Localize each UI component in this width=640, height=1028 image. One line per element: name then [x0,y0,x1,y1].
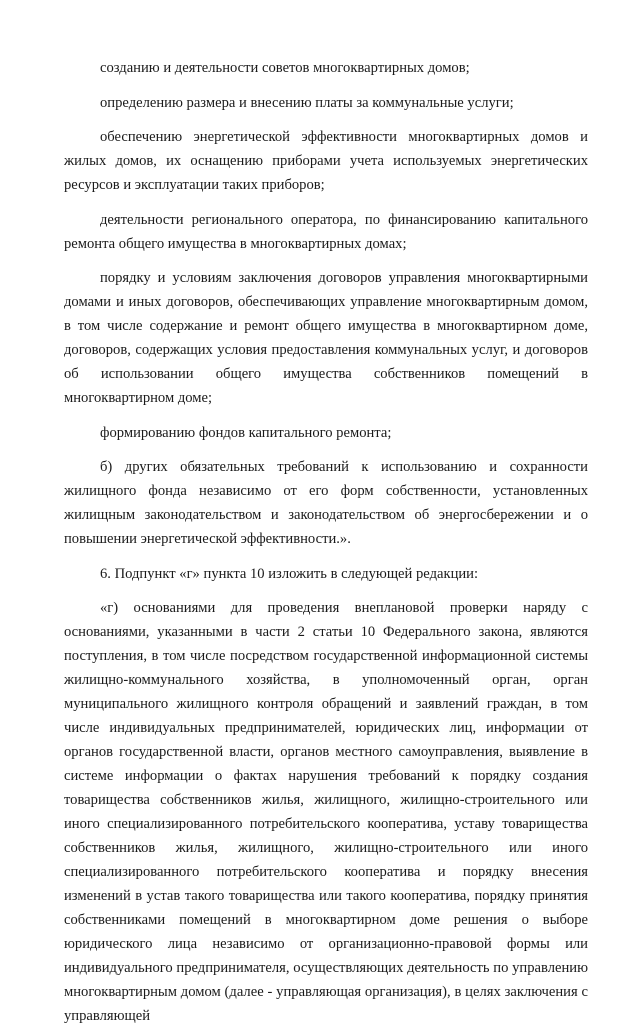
paragraph-councils: созданию и деятельности советов многоквартирных домов; [100,60,470,76]
paragraph-regional-operator: деятельности регионального оператора, по финансированию капитального ремонта общего имущества в многоквартирных домах; [64,211,588,252]
paragraph-section-6: 6. Подпункт «г» пункта 10 изложить в следующей редакции: [100,565,479,582]
paragraph-repair-funds: формированию фондов капитального ремонта; [100,424,392,441]
paragraph-management-contracts: порядку и условиям заключения договоров управления многоквартирными домами и иных договоров, обеспечивающих управление многоквартирным домом, в том числе содержание и ремонт общего имущества в многоквартирном доме, договоров, содержащих условия предоставления коммунальных услуг, и договоров об использовании общего имущества собственников помещений в многоквартирном доме; [64,270,588,406]
paragraph-item-b: б) других обязательных требований к использованию и сохранности жилищного фонда независимо от его форм собственности, установленных жилищным законодательством и законодательством об энергосбережении и о повышении энергетической эффективности.». [64,459,588,547]
paragraph-utility-payments: определению размера и внесению платы за коммунальные услуги; [100,94,514,111]
paragraph-item-g: «г) основаниями для проведения внеплановой проверки наряду с основаниями, указанными в части 2 статьи 10 Федерального закона, являются поступления, в том числе посредством государственной информационной системы жилищно-коммунального хозяйства, в уполномоченный орган, орган муниципального жилищного контроля обращений и заявлений граждан, в том числе индивидуальных предпринимателей, юридических лиц, информации от органов государственной власти, органов местного самоуправления, выявление в системе информации о фактах нарушения требований к порядку создания товарищества собственников жилья, жилищного, жилищно-строительного или иного специализированного потребительского кооператива, уставу товарищества собственников жилья, жилищного, жилищно-строительного или иного специализированного потребительского кооператива и порядку внесения изменений в устав такого товарищества или такого кооператива, порядку принятия собственниками помещений в многоквартирном доме решения о выборе юридического лица независимо от организационно-правовой формы или индивидуального предпринимателя, осуществляющих деятельность по управлению многоквартирным домом (далее - управляющая организация), в целях заключения с управляющей [64,600,588,1024]
paragraph-energy-efficiency: обеспечению энергетической эффективности многоквартирных домов и жилых домов, их оснащению приборами учета используемых энергетических ресурсов и эксплуатации таких приборов; [64,129,588,193]
